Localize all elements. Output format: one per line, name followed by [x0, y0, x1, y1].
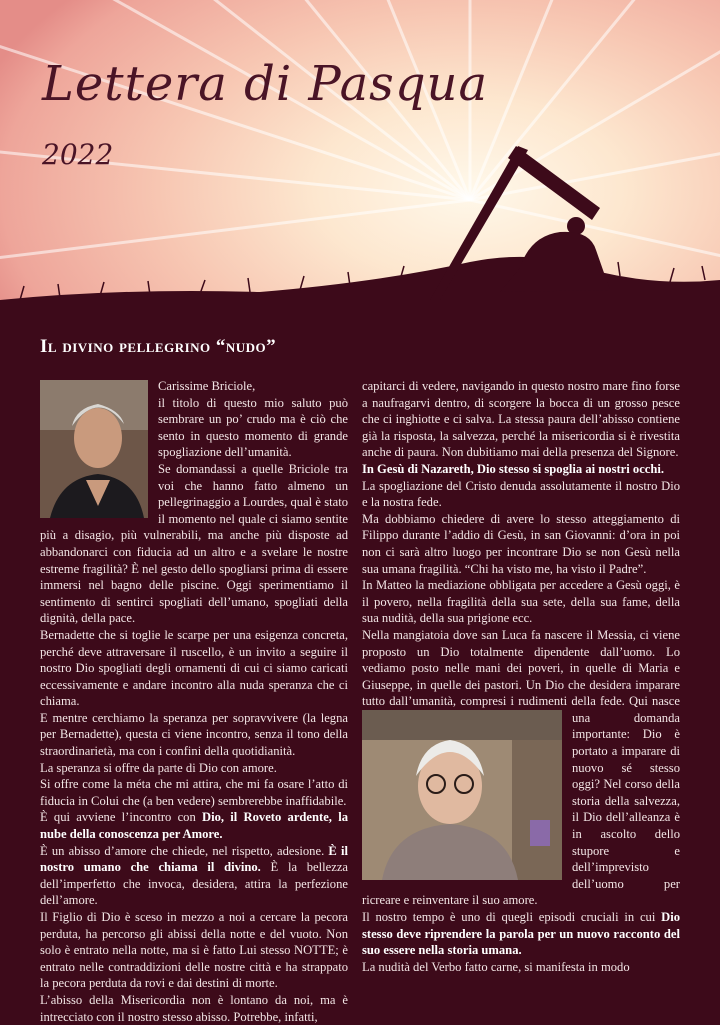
paragraph: L’abisso della Misericordia non è lontano da noi, ma è intrecciato con il nostro stesso abisso. Potrebbe, infatti, [40, 992, 348, 1024]
paragraph: E mentre cerchiamo la speranza per sopravvivere (la legna per Bernadette), questa ci viene incontro, senza il tono della straordinarietà, ma con i confini della quotidianità. [40, 710, 348, 759]
paragraph: Ma dobbiamo chiedere di avere lo stesso atteggiamento di Filippo durante l’addio di Gesù, in san Giovanni: d’ora in poi non ci sarà altro luogo per incontrare Dio se non Gesù nella sua umana fragilità. “Chi ha visto me, ha visto il Padre”. [362, 511, 680, 576]
paragraph: È qui avviene l’incontro con Dio, il Roveto ardente, la nube della conoscenza per Amore. [40, 810, 348, 842]
paragraph: Si offre come la méta che mi attira, che mi fa osare l’atto di fiducia in Colui che (a ben vedere) sembrerebbe inaffidabile. [40, 777, 348, 808]
right-column [362, 378, 680, 975]
left-column [40, 378, 348, 1025]
paragraph: Il nostro tempo è uno di quegli episodi cruciali in cui Dio stesso deve riprendere la parola per un nuovo racconto del suo essere nella storia umana. [362, 910, 680, 958]
paragraph: Il Figlio di Dio è sceso in mezzo a noi a cercare la pecora perduta, ha percorso gli abissi della notte e del vuoto. Non solo è entrato nella notte, ma si è fatto Lui stesso NOTTE; è entrato nelle contraddizioni delle nostre città e ha strappato la pecora perduta da rovi e dai destini di morte. [40, 910, 348, 991]
paragraph: capitarci di vedere, navigando in questo nostro mare fino forse a naufragarvi dentro, di scorgere la bocca di un grosso pesce che ci inghiotte e ci salva. La stessa paura dell’abisso contiene già la risposta, la salvezza, perché la misericordia si è rivestita anche di paura. Non dubitiamo mai della presenza del Signore. [362, 379, 680, 460]
paragraph: La speranza si offre da parte di Dio con amore. [40, 760, 277, 775]
header-banner [0, 0, 720, 330]
paragraph: La spogliazione del Cristo denuda assolutamente il nostro Dio e la nostra fede. [362, 478, 680, 510]
paragraph: il titolo di questo mio saluto può sembrare un po’ crudo ma è ciò che sento in questo momento di grande spogliazione dell’umanità. [158, 395, 348, 460]
paragraph: In Gesù di Nazareth, Dio stesso si spoglia ai nostri occhi. [362, 461, 665, 476]
page-year: 2022 [42, 138, 114, 171]
paragraph: Nella mangiatoia dove san Luca fa nascere il Messia, ci viene proposto un Dio totalmente dipendente dall’uomo. Lo vediamo posto nelle mani dei poveri, in quelle di Maria e Giuseppe, in quelle dei pastori. Un Dio che desidera imparare tutto dall’umanità, compresi i rudimenti della fede. Qui nasce una domanda importante: Dio è portato a imparare di nuovo sé stesso oggi? Nel corso della storia della salvezza, il Dio dell’alleanza è in ascolto dello stupore e dell’imprevisto dell’uomo per ricreare e reinventare il suo amore. [362, 627, 680, 908]
paragraph: Bernadette che si toglie le scarpe per una esigenza concreta, perché deve attraversare il ruscello, è un invito a seguire il nostro Dio spogliati degli ornamenti di cui ci siamo caricati eccessivamente e andare incontro alla nuda speranza che ci chiama. [40, 627, 348, 709]
paragraph: La nudità del Verbo fatto carne, si manifesta in modo [362, 959, 630, 974]
paragraph: Se domandassi a quelle Briciole tra voi che hanno fatto almeno un pellegrinaggio a Lourdes, qual è stato il momento nel quale ci siamo sentite più a disagio, più vulnerabili, ma anche più disposte ad abbandonarci con fiducia ad un altro e a svelare le nostre estreme fragilità? È nel gesto dello spogliarsi prima di essere immersi nel bagno delle piscine. Oggi sperimentiamo il sentimento di sentirci spogliati dell’umano, spogliati della dignità, della pace. [40, 461, 348, 626]
page-title: Lettera di Pasqua [42, 56, 489, 112]
paragraph: Carissime Briciole, [158, 379, 256, 393]
article-heading: Il divino pellegrino “nudo” [40, 336, 277, 357]
paragraph: In Matteo la mediazione obbligata per accedere a Gesù oggi, è il povero, nella fragilità della sua sete, della sua fame, della sua nudità, della sua prigione ecc. [362, 578, 680, 626]
paragraph: È un abisso d’amore che chiede, nel rispetto, adesione. È il nostro umano che chiama il divino. È la bellezza dell’imperfetto che invoca, desidera, attira la perfezione dell’amore. [40, 843, 348, 908]
